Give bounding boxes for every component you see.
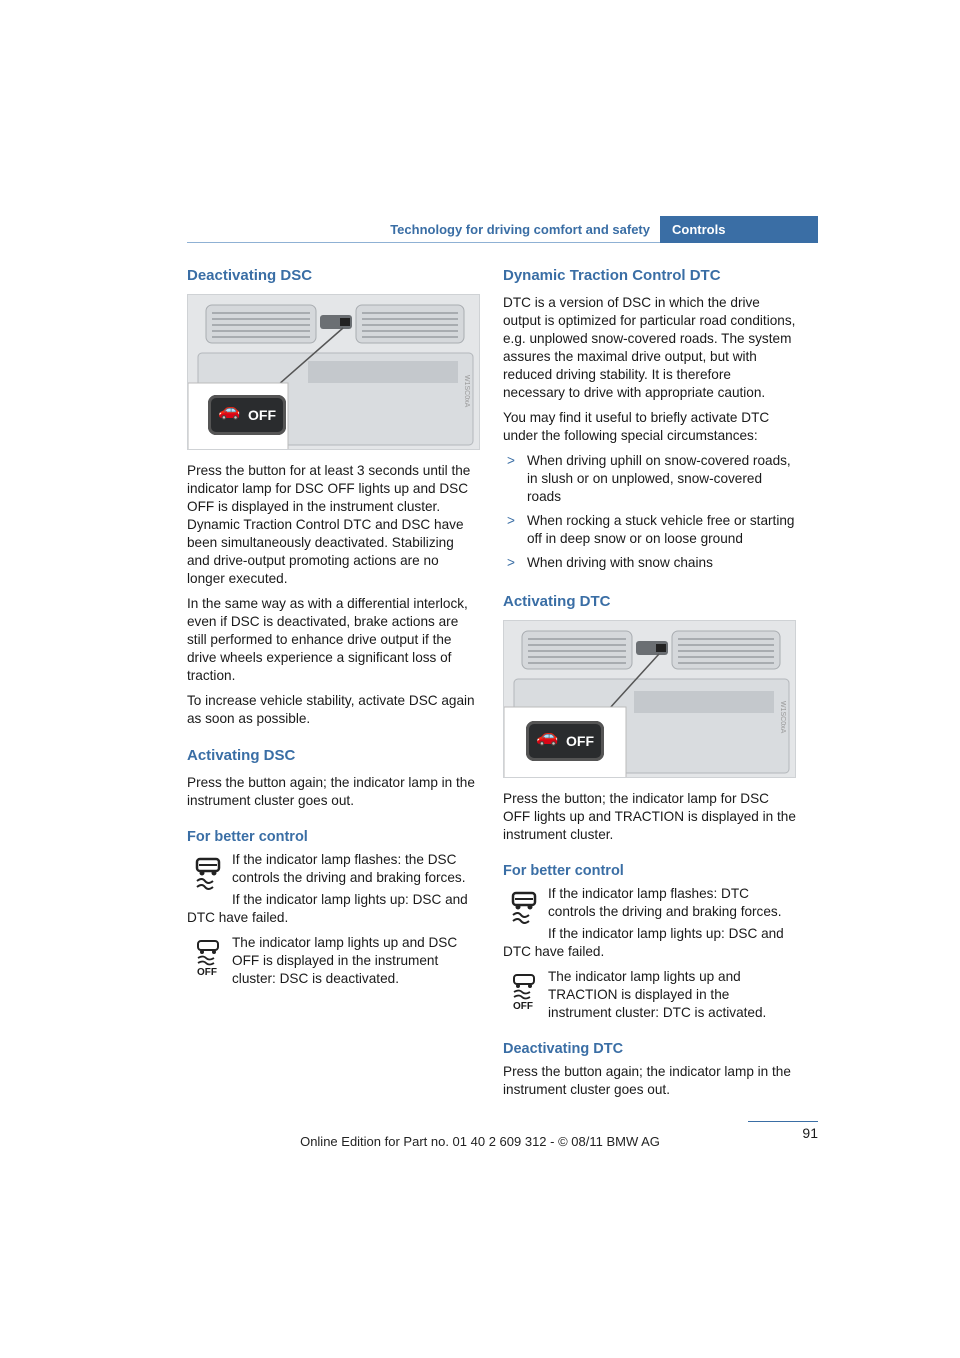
- heading-better-control: For better control: [503, 863, 624, 879]
- heading-activating-dsc: Activating DSC: [187, 747, 296, 764]
- dsc-skid-icon: 🚗: [218, 400, 241, 420]
- paragraph: If the indicator lamp lights up: DSC and DTC have failed.: [503, 926, 784, 959]
- paragraph: Press the button for at least 3 seconds until the indicator lamp for DSC OFF lights up and DSC OFF is displayed in the instrument cluster. Dynamic Traction Control DTC and DSC have been simultaneously deactivated. Stabilizing and drive-output promoting actions are no longer executed.: [187, 463, 471, 586]
- dsc-skid-icon: 🚗: [536, 726, 559, 746]
- header-rule: [187, 242, 660, 243]
- note-traction: [503, 968, 796, 1022]
- running-header-tab: Controls: [660, 216, 818, 243]
- note-text: The indicator lamp lights up and DSC OFF is displayed in the instrument cluster: DSC is deactivated.: [232, 935, 458, 986]
- dsc-button-figure: [187, 294, 480, 450]
- paragraph: In the same way as with a differential interlock, even if DSC is deactivated, brake actions are still performed to enhance drive output if the drive wheels experience a significant loss of traction.: [187, 596, 468, 683]
- paragraph: Press the button again; the indicator lamp in the instrument cluster goes out.: [187, 775, 475, 808]
- page-number: 91: [802, 1125, 818, 1141]
- heading-dtc: Dynamic Traction Control DTC: [503, 267, 721, 284]
- paragraph: If the indicator lamp lights up: DSC and DTC have failed.: [187, 892, 468, 925]
- off-button-label: OFF: [248, 407, 276, 423]
- paragraph: You may find it useful to briefly activate DTC under the following special circumstances:: [503, 410, 770, 443]
- note-text: If the indicator lamp flashes: DTC controls the driving and braking forces.: [548, 886, 782, 919]
- page-number-rule: [748, 1121, 818, 1122]
- paragraph: Press the button again; the indicator lamp in the instrument cluster goes out.: [503, 1064, 791, 1097]
- figure-code: W1SC0xA: [779, 701, 786, 734]
- note-text: If the indicator lamp flashes: the DSC controls the driving and braking forces.: [232, 852, 466, 885]
- off-icon-label: OFF: [513, 1001, 533, 1012]
- dtc-button-figure: [503, 620, 796, 778]
- heading-deactivating-dtc: Deactivating DTC: [503, 1041, 624, 1057]
- paragraph: Press the button; the indicator lamp for DSC OFF lights up and TRACTION is displayed in the instrument cluster.: [503, 791, 796, 842]
- note-dtc-flashing: [503, 885, 796, 921]
- running-header-section: Technology for driving comfort and safety: [390, 222, 650, 237]
- dsc-indicator-icon: [193, 857, 223, 891]
- heading-deactivating-dsc: Deactivating DSC: [187, 267, 313, 284]
- footer-edition: Online Edition for Part no. 01 40 2 609 312 - © 08/11 BMW AG: [300, 1134, 660, 1149]
- paragraph: To increase vehicle stability, activate DSC again as soon as possible.: [187, 693, 475, 726]
- dsc-indicator-icon: [509, 891, 539, 925]
- note-text: The indicator lamp lights up and TRACTION is displayed in the instrument cluster: DTC is activated.: [548, 969, 767, 1020]
- figure-code: W1SC0xA: [463, 375, 470, 408]
- bullet-item: > When driving uphill on snow-covered roads, in slush or on unplowed, snow-covered roads: [507, 453, 791, 504]
- right-column: [503, 266, 796, 1106]
- off-button-label: OFF: [566, 733, 594, 749]
- bullet-item: > When driving with snow chains: [507, 555, 713, 570]
- paragraph: DTC is a version of DSC in which the drive output is optimized for particular road conditions, e.g. unplowed snow-covered roads. The system assures the maximal drive output, but with reduced driving stability. It is therefore necessary to drive with appropriate caution.: [503, 295, 796, 400]
- heading-better-control: For better control: [187, 829, 308, 845]
- note-dsc-flashing: [187, 851, 480, 887]
- left-column: [187, 266, 480, 992]
- off-button-graphic: [526, 721, 604, 761]
- bullet-item: > When rocking a stuck vehicle free or starting off in deep snow or on loose ground: [507, 513, 795, 546]
- note-dsc-off: [187, 934, 480, 988]
- off-button-graphic: [208, 395, 286, 435]
- heading-activating-dtc: Activating DTC: [503, 593, 611, 610]
- off-icon-label: OFF: [197, 967, 217, 978]
